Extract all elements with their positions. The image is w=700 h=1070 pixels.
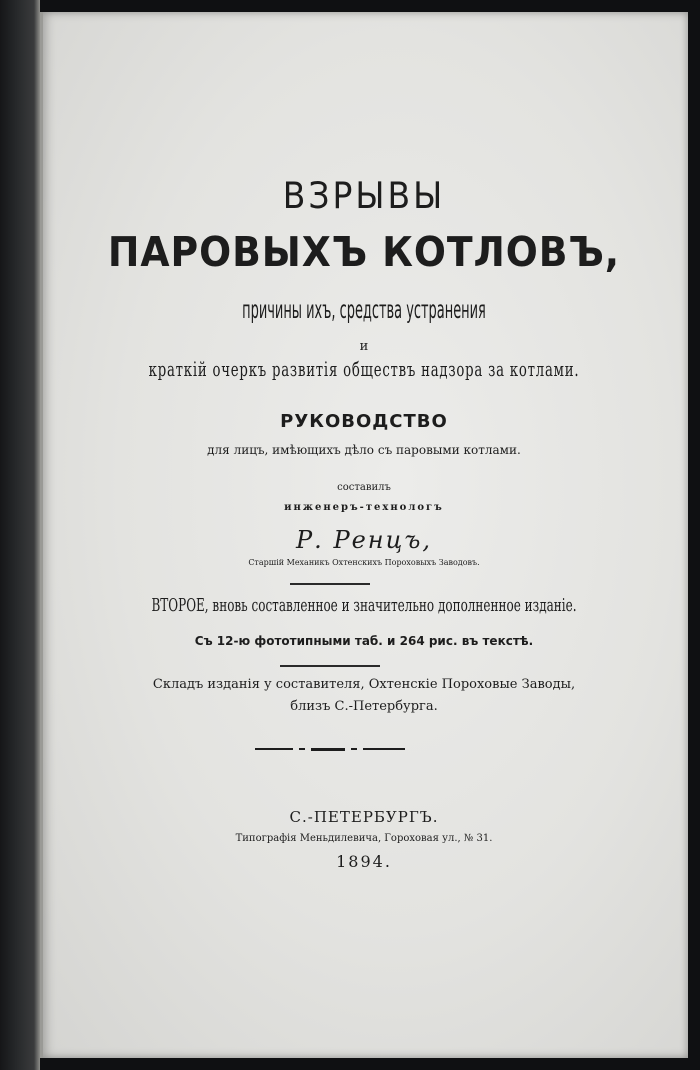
- subtitle-conjunction: и: [359, 339, 369, 354]
- year: 1894.: [336, 852, 392, 871]
- edition-line: ВТОРОЕ, вновь составленное и значительно дополненное изданіе.: [151, 594, 577, 616]
- warehouse-line-2: близъ С.-Петербурга.: [290, 699, 438, 714]
- title-line-2: ПАРОВЫХЪ КОТЛОВЪ,: [107, 228, 621, 276]
- compiled-by: составилъ: [337, 482, 391, 493]
- author-name: Р. Ренцъ,: [296, 526, 432, 554]
- warehouse-line-1: Складъ изданія у составителя, Охтенскіе Пороховые Заводы,: [152, 677, 576, 692]
- city: С.-ПЕТЕРБУРГЪ.: [289, 808, 439, 826]
- divider-rule: [290, 583, 370, 585]
- guide-heading: РУКОВОДСТВО: [280, 411, 448, 432]
- subtitle-history: краткій очеркъ развитія обществъ надзора за котлами.: [148, 358, 580, 382]
- subtitle-causes: причины ихъ, средства устранения: [242, 294, 486, 324]
- plates-line: Съ 12-ю фототипными таб. и 264 рис. въ текстѣ.: [194, 634, 534, 648]
- printer: Типографія Меньдилевича, Гороховая ул., № 31.: [235, 833, 493, 844]
- author-profession: инженеръ-технологъ: [284, 502, 444, 513]
- ornamental-rule: [255, 748, 405, 750]
- book-spine: [0, 0, 40, 1070]
- title-line-1: ВЗРЫВЫ: [282, 174, 446, 217]
- author-title: Старшій Механикъ Охтенскихъ Пороховыхъ Заводовъ.: [248, 558, 480, 567]
- audience-line: для лицъ, имѣющихъ дѣло съ паровыми котлами.: [207, 443, 521, 457]
- divider-rule: [280, 665, 380, 667]
